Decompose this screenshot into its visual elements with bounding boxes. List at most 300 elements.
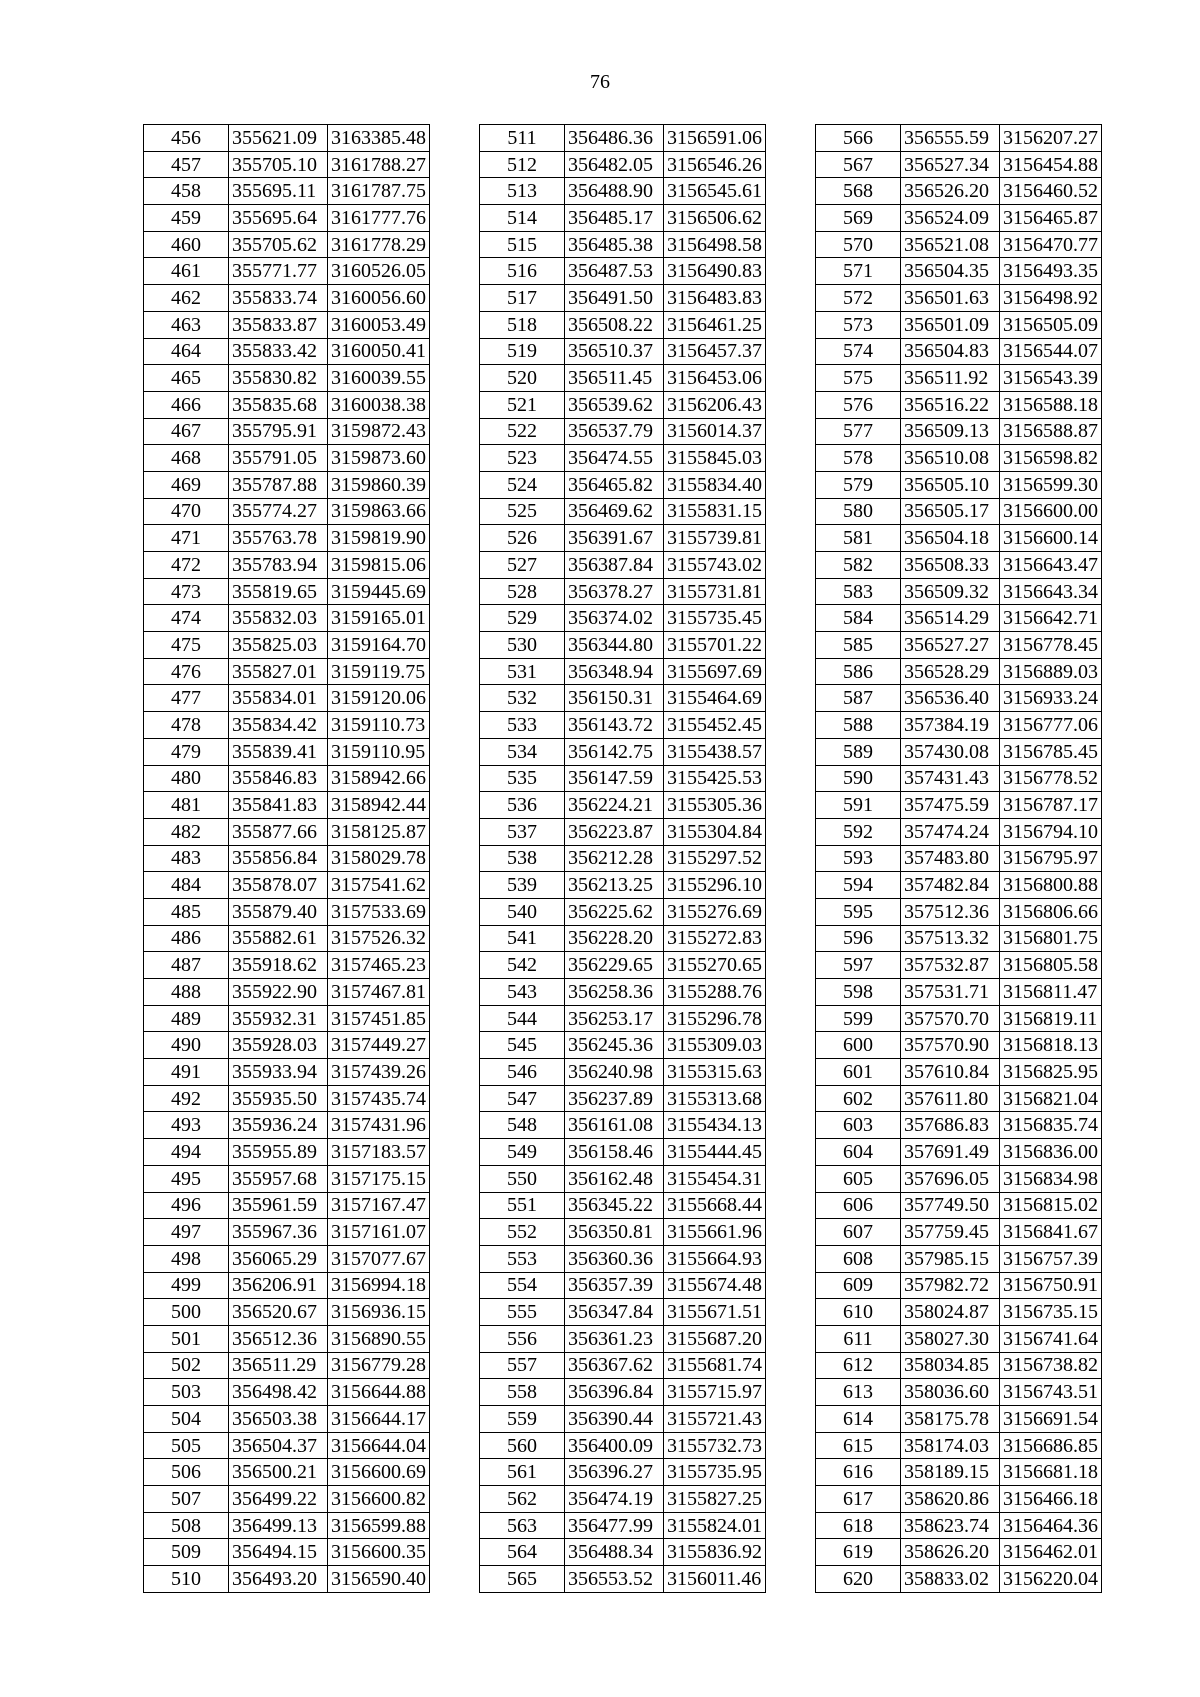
table-row (480, 1112, 766, 1139)
table-row (816, 1245, 1102, 1272)
point-number: 506 (144, 1459, 229, 1486)
y-coordinate: 3156644.04 (328, 1432, 430, 1459)
point-number: 474 (144, 605, 229, 632)
point-number: 522 (480, 418, 565, 445)
x-coordinate: 356516.22 (901, 391, 1000, 418)
table-row (816, 1539, 1102, 1566)
y-coordinate: 3156836.00 (1000, 1139, 1102, 1166)
x-coordinate: 355827.01 (229, 658, 328, 685)
point-number: 539 (480, 872, 565, 899)
point-number: 566 (816, 125, 901, 152)
table-row (816, 1112, 1102, 1139)
point-number: 498 (144, 1245, 229, 1272)
x-coordinate: 356486.36 (565, 125, 664, 152)
y-coordinate: 3157431.96 (328, 1112, 430, 1139)
table-row (144, 418, 430, 445)
table-row (480, 1379, 766, 1406)
y-coordinate: 3157467.81 (328, 979, 430, 1006)
y-coordinate: 3156466.18 (1000, 1486, 1102, 1513)
y-coordinate: 3156825.95 (1000, 1059, 1102, 1086)
table-row (480, 898, 766, 925)
point-number: 484 (144, 872, 229, 899)
point-number: 543 (480, 979, 565, 1006)
table-row (144, 1459, 430, 1486)
table-row (816, 365, 1102, 392)
table-row (144, 1512, 430, 1539)
x-coordinate: 355846.83 (229, 765, 328, 792)
y-coordinate: 3156642.71 (1000, 605, 1102, 632)
y-coordinate: 3155664.93 (664, 1245, 766, 1272)
y-coordinate: 3155454.31 (664, 1165, 766, 1192)
y-coordinate: 3156220.04 (1000, 1566, 1102, 1593)
point-number: 494 (144, 1139, 229, 1166)
point-number: 546 (480, 1059, 565, 1086)
table-row (144, 765, 430, 792)
table-row (480, 1139, 766, 1166)
point-number: 612 (816, 1352, 901, 1379)
x-coordinate: 356527.34 (901, 151, 1000, 178)
point-number: 586 (816, 658, 901, 685)
y-coordinate: 3156470.77 (1000, 231, 1102, 258)
point-number: 515 (480, 231, 565, 258)
y-coordinate: 3156889.03 (1000, 658, 1102, 685)
x-coordinate: 356511.45 (565, 365, 664, 392)
table-row (480, 445, 766, 472)
x-coordinate: 356498.42 (229, 1379, 328, 1406)
x-coordinate: 355955.89 (229, 1139, 328, 1166)
x-coordinate: 357531.71 (901, 979, 1000, 1006)
point-number: 491 (144, 1059, 229, 1086)
x-coordinate: 355961.59 (229, 1192, 328, 1219)
y-coordinate: 3155288.76 (664, 979, 766, 1006)
point-number: 492 (144, 1085, 229, 1112)
table-row (480, 925, 766, 952)
x-coordinate: 356224.21 (565, 792, 664, 819)
table-row (480, 338, 766, 365)
point-number: 502 (144, 1352, 229, 1379)
point-number: 493 (144, 1112, 229, 1139)
point-number: 525 (480, 498, 565, 525)
table-row (480, 471, 766, 498)
x-coordinate: 356396.84 (565, 1379, 664, 1406)
x-coordinate: 355856.84 (229, 845, 328, 872)
x-coordinate: 355834.01 (229, 685, 328, 712)
table-row (480, 818, 766, 845)
y-coordinate: 3155735.95 (664, 1459, 766, 1486)
y-coordinate: 3156743.51 (1000, 1379, 1102, 1406)
y-coordinate: 3159872.43 (328, 418, 430, 445)
x-coordinate: 356396.27 (565, 1459, 664, 1486)
y-coordinate: 3155668.44 (664, 1192, 766, 1219)
y-coordinate: 3159815.06 (328, 552, 430, 579)
point-number: 619 (816, 1539, 901, 1566)
x-coordinate: 356147.59 (565, 765, 664, 792)
y-coordinate: 3156493.35 (1000, 258, 1102, 285)
y-coordinate: 3155834.40 (664, 471, 766, 498)
table-row (816, 125, 1102, 152)
table-row (816, 872, 1102, 899)
table-row (480, 125, 766, 152)
table-row (816, 658, 1102, 685)
y-coordinate: 3156588.87 (1000, 418, 1102, 445)
point-number: 470 (144, 498, 229, 525)
x-coordinate: 356240.98 (565, 1059, 664, 1086)
x-coordinate: 356387.84 (565, 552, 664, 579)
table-row (144, 125, 430, 152)
x-coordinate: 356245.36 (565, 1032, 664, 1059)
x-coordinate: 355877.66 (229, 818, 328, 845)
table-row (816, 925, 1102, 952)
y-coordinate: 3156600.82 (328, 1486, 430, 1513)
x-coordinate: 356158.46 (565, 1139, 664, 1166)
point-number: 469 (144, 471, 229, 498)
table-row (816, 1299, 1102, 1326)
table-row (480, 498, 766, 525)
x-coordinate: 356505.10 (901, 471, 1000, 498)
point-number: 510 (144, 1566, 229, 1593)
point-number: 523 (480, 445, 565, 472)
x-coordinate: 356527.27 (901, 632, 1000, 659)
x-coordinate: 356258.36 (565, 979, 664, 1006)
point-number: 610 (816, 1299, 901, 1326)
point-number: 529 (480, 605, 565, 632)
x-coordinate: 358027.30 (901, 1325, 1000, 1352)
point-number: 604 (816, 1139, 901, 1166)
x-coordinate: 357570.70 (901, 1005, 1000, 1032)
x-coordinate: 356237.89 (565, 1085, 664, 1112)
y-coordinate: 3156498.58 (664, 231, 766, 258)
point-number: 507 (144, 1486, 229, 1513)
table-row (144, 178, 430, 205)
table-row (480, 578, 766, 605)
point-number: 537 (480, 818, 565, 845)
point-number: 614 (816, 1406, 901, 1433)
point-number: 572 (816, 285, 901, 312)
point-number: 503 (144, 1379, 229, 1406)
y-coordinate: 3157183.57 (328, 1139, 430, 1166)
x-coordinate: 355957.68 (229, 1165, 328, 1192)
table-row (816, 712, 1102, 739)
x-coordinate: 358036.60 (901, 1379, 1000, 1406)
point-number: 538 (480, 845, 565, 872)
table-row (480, 1005, 766, 1032)
table-row (480, 872, 766, 899)
y-coordinate: 3156738.82 (1000, 1352, 1102, 1379)
y-coordinate: 3158942.66 (328, 765, 430, 792)
point-number: 535 (480, 765, 565, 792)
point-number: 528 (480, 578, 565, 605)
y-coordinate: 3156644.88 (328, 1379, 430, 1406)
point-number: 465 (144, 365, 229, 392)
x-coordinate: 357475.59 (901, 792, 1000, 819)
table-row (480, 765, 766, 792)
y-coordinate: 3156490.83 (664, 258, 766, 285)
x-coordinate: 356491.50 (565, 285, 664, 312)
table-row (480, 1459, 766, 1486)
table-row (816, 1219, 1102, 1246)
table-row (816, 1512, 1102, 1539)
y-coordinate: 3156600.00 (1000, 498, 1102, 525)
y-coordinate: 3156591.06 (664, 125, 766, 152)
y-coordinate: 3156544.07 (1000, 338, 1102, 365)
table-row (816, 605, 1102, 632)
y-coordinate: 3155681.74 (664, 1352, 766, 1379)
x-coordinate: 358620.86 (901, 1486, 1000, 1513)
x-coordinate: 356510.08 (901, 445, 1000, 472)
y-coordinate: 3156545.61 (664, 178, 766, 205)
table-row (144, 1352, 430, 1379)
table-row (816, 578, 1102, 605)
table-row (816, 525, 1102, 552)
x-coordinate: 358174.03 (901, 1432, 1000, 1459)
table-row (480, 1085, 766, 1112)
table-row (144, 1219, 430, 1246)
point-number: 459 (144, 205, 229, 232)
y-coordinate: 3156936.15 (328, 1299, 430, 1326)
y-coordinate: 3156777.06 (1000, 712, 1102, 739)
x-coordinate: 355833.74 (229, 285, 328, 312)
point-number: 554 (480, 1272, 565, 1299)
point-number: 609 (816, 1272, 901, 1299)
point-number: 553 (480, 1245, 565, 1272)
y-coordinate: 3156741.64 (1000, 1325, 1102, 1352)
y-coordinate: 3160053.49 (328, 311, 430, 338)
table-row (144, 1032, 430, 1059)
x-coordinate: 356500.21 (229, 1459, 328, 1486)
point-number: 567 (816, 151, 901, 178)
point-number: 530 (480, 632, 565, 659)
table-row (144, 818, 430, 845)
x-coordinate: 356493.20 (229, 1566, 328, 1593)
y-coordinate: 3156686.85 (1000, 1432, 1102, 1459)
x-coordinate: 355763.78 (229, 525, 328, 552)
x-coordinate: 356555.59 (901, 125, 1000, 152)
point-number: 544 (480, 1005, 565, 1032)
table-row (144, 525, 430, 552)
point-number: 495 (144, 1165, 229, 1192)
table-row (144, 1245, 430, 1272)
x-coordinate: 356509.13 (901, 418, 1000, 445)
x-coordinate: 356514.29 (901, 605, 1000, 632)
point-number: 487 (144, 952, 229, 979)
point-number: 516 (480, 258, 565, 285)
table-row (480, 1272, 766, 1299)
x-coordinate: 356347.84 (565, 1299, 664, 1326)
point-number: 509 (144, 1539, 229, 1566)
y-coordinate: 3158029.78 (328, 845, 430, 872)
table-row (480, 1219, 766, 1246)
point-number: 559 (480, 1406, 565, 1433)
y-coordinate: 3156600.14 (1000, 525, 1102, 552)
y-coordinate: 3156543.39 (1000, 365, 1102, 392)
x-coordinate: 355791.05 (229, 445, 328, 472)
table-row (144, 552, 430, 579)
y-coordinate: 3156818.13 (1000, 1032, 1102, 1059)
point-number: 463 (144, 311, 229, 338)
point-number: 587 (816, 685, 901, 712)
table-row (144, 1139, 430, 1166)
x-coordinate: 356143.72 (565, 712, 664, 739)
y-coordinate: 3155452.45 (664, 712, 766, 739)
y-coordinate: 3156994.18 (328, 1272, 430, 1299)
point-number: 475 (144, 632, 229, 659)
y-coordinate: 3156454.88 (1000, 151, 1102, 178)
y-coordinate: 3155315.63 (664, 1059, 766, 1086)
point-number: 501 (144, 1325, 229, 1352)
x-coordinate: 356482.05 (565, 151, 664, 178)
point-number: 545 (480, 1032, 565, 1059)
table-row (144, 952, 430, 979)
table-row (144, 338, 430, 365)
y-coordinate: 3156794.10 (1000, 818, 1102, 845)
point-number: 568 (816, 178, 901, 205)
table-row (480, 1352, 766, 1379)
point-number: 500 (144, 1299, 229, 1326)
point-number: 548 (480, 1112, 565, 1139)
y-coordinate: 3157077.67 (328, 1245, 430, 1272)
y-coordinate: 3156453.06 (664, 365, 766, 392)
x-coordinate: 355795.91 (229, 418, 328, 445)
y-coordinate: 3160056.60 (328, 285, 430, 312)
y-coordinate: 3157175.15 (328, 1165, 430, 1192)
x-coordinate: 356400.09 (565, 1432, 664, 1459)
table-row (480, 1486, 766, 1513)
y-coordinate: 3159110.73 (328, 712, 430, 739)
table-row (480, 151, 766, 178)
table-row (816, 258, 1102, 285)
table-row (480, 712, 766, 739)
y-coordinate: 3156588.18 (1000, 391, 1102, 418)
y-coordinate: 3155697.69 (664, 658, 766, 685)
x-coordinate: 356348.94 (565, 658, 664, 685)
x-coordinate: 356225.62 (565, 898, 664, 925)
y-coordinate: 3156461.25 (664, 311, 766, 338)
point-number: 615 (816, 1432, 901, 1459)
table-row (144, 605, 430, 632)
x-coordinate: 355933.94 (229, 1059, 328, 1086)
point-number: 585 (816, 632, 901, 659)
table-row (144, 1112, 430, 1139)
x-coordinate: 356360.36 (565, 1245, 664, 1272)
table-row (480, 1432, 766, 1459)
point-number: 532 (480, 685, 565, 712)
point-number: 563 (480, 1512, 565, 1539)
x-coordinate: 356223.87 (565, 818, 664, 845)
x-coordinate: 357749.50 (901, 1192, 1000, 1219)
y-coordinate: 3156778.45 (1000, 632, 1102, 659)
y-coordinate: 3155731.81 (664, 578, 766, 605)
y-coordinate: 3155674.48 (664, 1272, 766, 1299)
table-row (144, 1566, 430, 1593)
y-coordinate: 3156506.62 (664, 205, 766, 232)
x-coordinate: 356229.65 (565, 952, 664, 979)
y-coordinate: 3159119.75 (328, 658, 430, 685)
table-row (144, 1539, 430, 1566)
x-coordinate: 355705.10 (229, 151, 328, 178)
y-coordinate: 3157465.23 (328, 952, 430, 979)
table-row (480, 552, 766, 579)
x-coordinate: 355935.50 (229, 1085, 328, 1112)
x-coordinate: 355819.65 (229, 578, 328, 605)
table-row (144, 285, 430, 312)
point-number: 576 (816, 391, 901, 418)
x-coordinate: 357982.72 (901, 1272, 1000, 1299)
y-coordinate: 3156011.46 (664, 1566, 766, 1593)
y-coordinate: 3155464.69 (664, 685, 766, 712)
point-number: 600 (816, 1032, 901, 1059)
x-coordinate: 356528.29 (901, 658, 1000, 685)
table-row (480, 1566, 766, 1593)
y-coordinate: 3156457.37 (664, 338, 766, 365)
y-coordinate: 3155827.25 (664, 1486, 766, 1513)
point-number: 497 (144, 1219, 229, 1246)
table-row (816, 792, 1102, 819)
y-coordinate: 3157167.47 (328, 1192, 430, 1219)
point-number: 574 (816, 338, 901, 365)
table-row (144, 1486, 430, 1513)
y-coordinate: 3159819.90 (328, 525, 430, 552)
table-row (816, 685, 1102, 712)
y-coordinate: 3156498.92 (1000, 285, 1102, 312)
y-coordinate: 3156821.04 (1000, 1085, 1102, 1112)
table-row (816, 1139, 1102, 1166)
y-coordinate: 3156805.58 (1000, 952, 1102, 979)
y-coordinate: 3156801.75 (1000, 925, 1102, 952)
y-coordinate: 3156464.36 (1000, 1512, 1102, 1539)
x-coordinate: 356526.20 (901, 178, 1000, 205)
point-number: 531 (480, 658, 565, 685)
y-coordinate: 3156600.69 (328, 1459, 430, 1486)
table-row (816, 1085, 1102, 1112)
x-coordinate: 356487.53 (565, 258, 664, 285)
point-number: 466 (144, 391, 229, 418)
x-coordinate: 356504.83 (901, 338, 1000, 365)
table-row (144, 658, 430, 685)
y-coordinate: 3156890.55 (328, 1325, 430, 1352)
point-number: 549 (480, 1139, 565, 1166)
point-number: 583 (816, 578, 901, 605)
table-row (144, 925, 430, 952)
table-row (816, 205, 1102, 232)
x-coordinate: 356520.67 (229, 1299, 328, 1326)
point-number: 460 (144, 231, 229, 258)
table-row (144, 205, 430, 232)
table-row (816, 1005, 1102, 1032)
x-coordinate: 357512.36 (901, 898, 1000, 925)
y-coordinate: 3156643.47 (1000, 552, 1102, 579)
table-row (144, 872, 430, 899)
x-coordinate: 357691.49 (901, 1139, 1000, 1166)
point-number: 519 (480, 338, 565, 365)
point-number: 478 (144, 712, 229, 739)
point-number: 490 (144, 1032, 229, 1059)
table-row (480, 1032, 766, 1059)
x-coordinate: 356485.38 (565, 231, 664, 258)
x-coordinate: 355932.31 (229, 1005, 328, 1032)
point-number: 482 (144, 818, 229, 845)
y-coordinate: 3160050.41 (328, 338, 430, 365)
point-number: 570 (816, 231, 901, 258)
x-coordinate: 357513.32 (901, 925, 1000, 952)
x-coordinate: 356499.13 (229, 1512, 328, 1539)
table-row (816, 1192, 1102, 1219)
x-coordinate: 356508.33 (901, 552, 1000, 579)
point-number: 483 (144, 845, 229, 872)
table-row (144, 1059, 430, 1086)
y-coordinate: 3155836.92 (664, 1539, 766, 1566)
x-coordinate: 355783.94 (229, 552, 328, 579)
point-number: 518 (480, 311, 565, 338)
